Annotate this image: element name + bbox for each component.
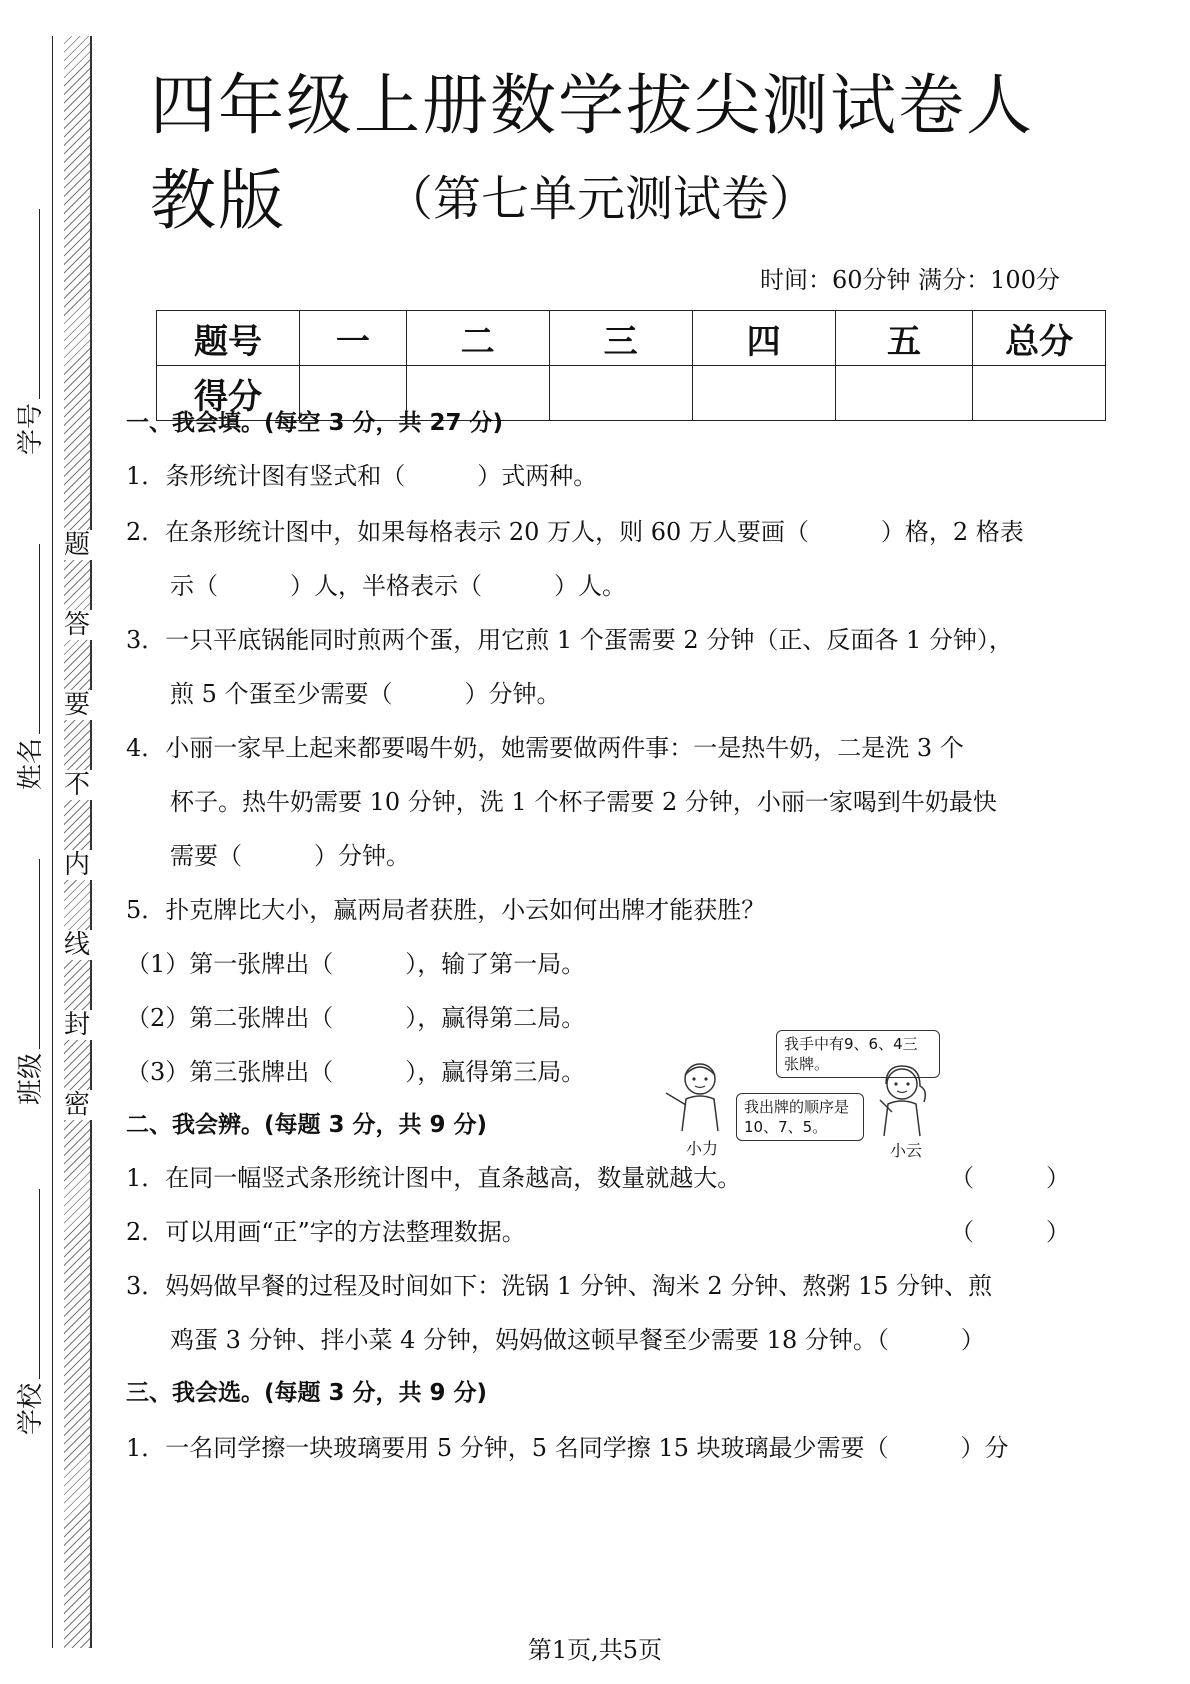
question-line: 3．妈妈做早餐的过程及时间如下：洗锅 1 分钟、淘米 2 分钟、熬粥 15 分钟、煎	[126, 1272, 993, 1300]
speech-bubble-xiaoli: 我出牌的顺序是10、7、5。	[736, 1093, 864, 1141]
margin-label-school: 学校	[10, 1189, 47, 1435]
answer-paren[interactable]: （ ）	[950, 1218, 1070, 1246]
table-cell: 二	[406, 311, 549, 366]
margin-line	[52, 36, 53, 1648]
margin-label-student-id: 学号	[10, 209, 47, 455]
question-line: 3．一只平底锅能同时煎两个蛋，用它煎 1 个蛋需要 2 分钟（正、反面各 1 分钟），	[126, 626, 1013, 654]
table-cell: 总分	[973, 311, 1106, 366]
girl-figure-icon	[862, 1060, 942, 1140]
table-cell: 五	[835, 311, 973, 366]
question-line: 1．条形统计图有竖式和（ ）式两种。	[126, 462, 598, 490]
table-cell[interactable]	[835, 366, 973, 421]
question-line: 煎 5 个蛋至少需要（ ）分钟。	[170, 680, 561, 708]
answer-paren[interactable]: （ ）	[950, 1164, 1070, 1192]
question-line: 示（ ）人，半格表示（ ）人。	[170, 572, 626, 600]
boy-figure-icon	[660, 1055, 740, 1135]
question-line: 1．一名同学擦一块玻璃要用 5 分钟，5 名同学擦 15 块玻璃最少需要（ ）分	[126, 1434, 1009, 1462]
table-cell: 题号	[157, 311, 300, 366]
margin-label-name: 姓名	[10, 544, 47, 790]
score-table-header-row	[157, 311, 1106, 366]
margin-label-class: 班级	[10, 859, 47, 1105]
question-line: 4．小丽一家早上起来都要喝牛奶，她需要做两件事：一是热牛奶，二是洗 3 个	[126, 734, 964, 762]
time-info: 时间：60分钟 满分：100分	[760, 266, 1060, 294]
seal-char: 题	[60, 530, 94, 560]
speech-bubble-xiaoyun: 我手中有9、6、4三张牌。	[776, 1030, 940, 1078]
seal-line-text	[60, 520, 94, 1120]
caption-xiaoyun: 小云	[890, 1141, 923, 1160]
table-cell: 得分	[157, 366, 300, 421]
seal-char: 要	[60, 690, 94, 720]
page-subtitle: （第七单元测试卷）	[385, 171, 818, 227]
page-title: 四年级上册数学拔尖测试卷人教版	[150, 67, 1034, 239]
question-line: 2．可以用画“正”字的方法整理数据。	[126, 1218, 526, 1246]
table-cell[interactable]	[549, 366, 692, 421]
section3-heading: 三、我会选。(每题 3 分，共 9 分)	[126, 1380, 488, 1406]
question-line: 杯子。热牛奶需要 10 分钟，洗 1 个杯子需要 2 分钟，小丽一家喝到牛奶最快	[170, 788, 997, 816]
section1-heading: 一、我会填。(每空 3 分，共 27 分)	[126, 410, 504, 436]
seal-char: 不	[60, 770, 94, 800]
section2-heading: 二、我会辨。(每题 3 分，共 9 分)	[126, 1112, 488, 1138]
question-line: 1．在同一幅竖式条形统计图中，直条越高，数量就越大。	[126, 1164, 742, 1192]
question-line: （3）第三张牌出（ ），赢得第三局。	[126, 1058, 586, 1086]
seal-char: 内	[60, 850, 94, 880]
question-line: （2）第二张牌出（ ），赢得第二局。	[126, 1004, 586, 1032]
question-line: 5．扑克牌比大小，赢两局者获胜，小云如何出牌才能获胜？	[126, 896, 766, 924]
table-cell: 一	[299, 311, 406, 366]
table-cell[interactable]	[973, 366, 1106, 421]
seal-char: 密	[60, 1090, 94, 1120]
table-cell: 三	[549, 311, 692, 366]
page-number: 第1页,共5页	[527, 1636, 663, 1664]
seal-char: 答	[60, 610, 94, 640]
caption-xiaoli: 小力	[686, 1139, 719, 1158]
question-line: 2．在条形统计图中，如果每格表示 20 万人，则 60 万人要画（ ）格，2 格表	[126, 518, 1024, 546]
question-line: 鸡蛋 3 分钟、拌小菜 4 分钟，妈妈做这顿早餐至少需要 18 分钟。（ ）	[170, 1326, 985, 1354]
seal-char: 封	[60, 1010, 94, 1040]
table-cell: 四	[692, 311, 835, 366]
question-line: （1）第一张牌出（ ），输了第一局。	[126, 950, 586, 978]
seal-char: 线	[60, 930, 94, 960]
question-line: 需要（ ）分钟。	[170, 842, 410, 870]
table-cell[interactable]	[692, 366, 835, 421]
